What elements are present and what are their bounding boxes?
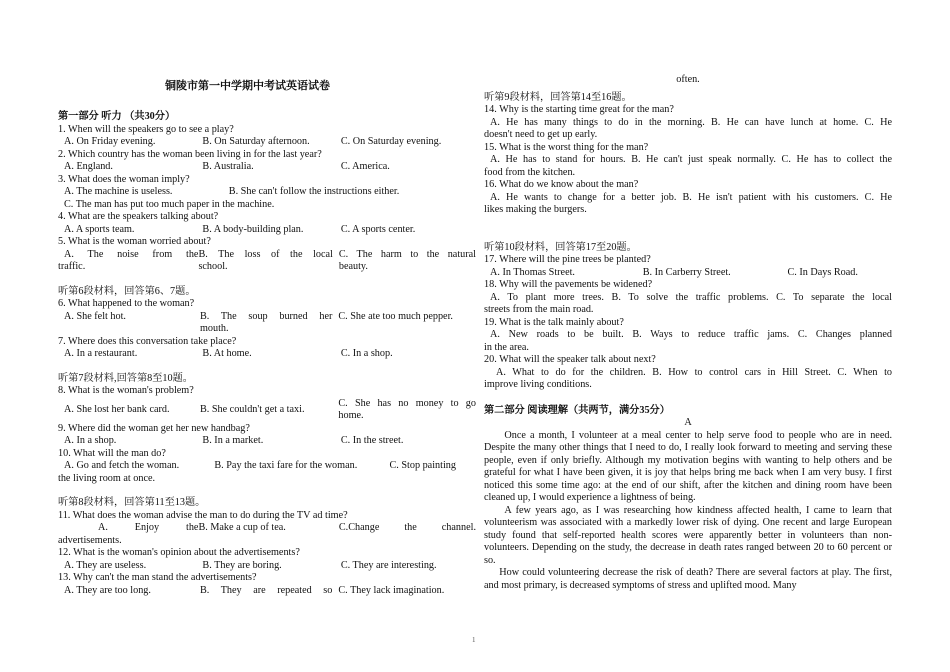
option-b: B. In Carberry Street.	[642, 266, 731, 278]
question-5-options	[58, 249, 476, 274]
option-b: B. Pay the taxi fare for the woman.	[214, 460, 358, 471]
option-b: B. They are repeated so	[199, 584, 333, 596]
question-17: 17. Where will the pine trees be planted?	[484, 254, 651, 265]
question-6: 6. What happened to the woman?	[58, 298, 195, 309]
option-c: C. They lack imagination.	[338, 584, 445, 596]
question-13-option-b-cont: often.	[676, 74, 700, 85]
option-a: A. In a shop.	[64, 435, 117, 446]
question-16-options-cont: likes making the burgers.	[484, 204, 587, 215]
option-a: A. She felt hot.	[64, 310, 126, 322]
option-a: A. The machine is useless.	[64, 186, 173, 197]
option-c: C. In Days Road.	[787, 266, 858, 278]
question-9-options	[58, 435, 476, 448]
material-6-instruction: 听第6段材料，回答第6、7题。	[58, 285, 196, 297]
option-a: A. On Friday evening.	[64, 136, 156, 147]
option-b: B. She can't follow the instructions either.	[228, 186, 400, 197]
option-b-cont: school.	[198, 261, 228, 272]
option-a: A. In Thomas Street.	[490, 266, 575, 278]
option-a-cont: traffic.	[58, 261, 86, 272]
page-number: 1	[472, 636, 476, 644]
question-3: 3. What does the woman imply?	[58, 173, 190, 185]
question-5: 5. What is the woman worried about?	[58, 236, 211, 247]
option-a: A. They are useless.	[64, 559, 147, 571]
option-c: C. On Saturday evening.	[340, 136, 442, 147]
question-9: 9. Where did the woman get her new handbag?	[58, 422, 250, 434]
option-b: B. Make a cup of tea.	[198, 522, 286, 533]
option-c: C.Change the channel.	[338, 522, 476, 533]
option-a-cont: advertisements.	[58, 534, 122, 546]
option-c: C. She ate too much pepper.	[338, 310, 453, 322]
question-19-options: A. New roads to be built. B. Ways to reduce traffic jams. C. Changes planned	[490, 329, 892, 340]
option-a: A. The noise from the	[64, 248, 199, 260]
option-c: C. In a shop.	[340, 348, 393, 359]
option-a: A. Enjoy the	[98, 522, 199, 533]
question-3-options-ab	[58, 186, 476, 199]
option-c: C. They are interesting.	[340, 559, 437, 571]
question-8: 8. What is the woman's problem?	[58, 385, 194, 396]
option-c-cont: beauty.	[338, 261, 368, 272]
question-16: 16. What do we know about the man?	[484, 179, 639, 190]
question-18-options: A. To plant more trees. B. To solve the traffic problems. C. To separate the local	[490, 291, 892, 303]
question-15: 15. What is the worst thing for the man?	[484, 141, 649, 153]
question-2: 2. Which country has the woman been living in for the last year?	[58, 148, 322, 160]
option-b-cont: mouth.	[199, 323, 229, 334]
option-b: B. Australia.	[202, 161, 254, 172]
passage-paragraph-2: A few years ago, as I was researching how kindness affected health, I came to learn that volunteerism was associated with a markedly lower risk of dying. One recent and large European study found that self-reported health scores were apparently better in volunteers than non-volunteers. Depending on the study, the decrease in death rates ranged between 20 to 60 percent or so.	[484, 504, 892, 566]
question-12-options	[58, 560, 476, 573]
material-10-instruction: 听第10段材料，回答第17至20题。	[484, 241, 637, 253]
passage-paragraph-1: Once a month, I volunteer at a meal center to help serve food to people who are in need. Despite the many other things that I need to do, I really look forward to meeting and serving these people, even if only briefly. Although my motivation begins with wanting to help others and be grateful for what I have been given, it is joy that helps bring me back when I am very busy. I first noticed this some time ago: at the end of our shift, after the kitchen and dining room have been cleaned up, I would experience a lightness of being.	[484, 429, 892, 503]
option-b: B. The soup burned her	[199, 310, 333, 322]
question-8-options	[58, 398, 476, 423]
question-1-options	[58, 136, 476, 149]
question-14: 14. Why is the starting time great for the man?	[484, 104, 674, 115]
option-c: C. America.	[340, 161, 390, 172]
question-13: 13. Why can't the man stand the advertisements?	[58, 572, 257, 583]
option-b: B. The loss of the local	[198, 248, 333, 260]
passage-paragraph-3: How could volunteering decrease the risk of death? There are several factors at play. The first, and most primary, is decreased symptoms of stress and uplifted mood. Many	[484, 567, 892, 591]
question-19-options-cont: in the area.	[484, 341, 529, 353]
question-6-options	[58, 311, 476, 336]
question-10: 10. What will the man do?	[58, 447, 166, 459]
passage-label: A	[684, 417, 692, 428]
option-b: B. She couldn't get a taxi.	[199, 403, 305, 415]
question-15-options-cont: food from the kitchen.	[484, 166, 576, 178]
question-11: 11. What does the woman advise the man to do during the TV ad time?	[58, 509, 348, 521]
question-10-options	[58, 460, 476, 473]
option-a: A. England.	[64, 161, 113, 172]
option-a: A. In a restaurant.	[64, 348, 138, 359]
question-17-options	[484, 267, 892, 280]
listening-section-heading: 第一部分 听力 （共30分）	[58, 111, 176, 122]
option-a: A. She lost her bank card.	[64, 403, 170, 415]
option-c: C. The man has put too much paper in the machine.	[64, 198, 275, 210]
question-2-options	[58, 161, 476, 174]
question-20-options: A. What to do for the children. B. How to control cars in Hill Street. C. When to	[496, 366, 892, 378]
material-9-instruction: 听第9段材料，回答第14至16题。	[484, 91, 632, 103]
question-7: 7. Where does this conversation take place?	[58, 335, 237, 347]
option-c-cont: home.	[338, 410, 364, 421]
question-1: 1. When will the speakers go to see a play?	[58, 123, 234, 135]
option-c: C. She has no money to go	[338, 397, 476, 409]
option-a: A. A sports team.	[64, 223, 135, 235]
question-15-options: A. He has to stand for hours. B. He can't just speak normally. C. He has to collect the	[490, 154, 892, 165]
option-a: A. Go and fetch the woman.	[64, 460, 180, 471]
question-16-options: A. He wants to change for a better job. B. He isn't patient with his customers. C. He	[490, 191, 892, 203]
option-b: B. They are boring.	[202, 559, 282, 571]
question-19: 19. What is the talk mainly about?	[484, 316, 624, 328]
option-c: C. Stop painting	[389, 460, 456, 471]
option-b: B. In a market.	[202, 435, 264, 446]
option-c: C. In the street.	[340, 435, 404, 446]
question-13-options	[58, 585, 476, 598]
question-14-options: A. He has many things to do in the morning. B. He can have lunch at home. C. He	[490, 116, 892, 128]
question-4: 4. What are the speakers talking about?	[58, 211, 219, 222]
option-b: B. A body-building plan.	[202, 223, 304, 235]
option-b: B. At home.	[202, 348, 252, 359]
option-c: C. A sports center.	[340, 223, 416, 235]
question-12: 12. What is the woman's opinion about the advertisements?	[58, 547, 300, 558]
option-b: B. On Saturday afternoon.	[202, 136, 310, 147]
option-c-cont: the living room at once.	[58, 472, 156, 484]
document-title: 铜陵市第一中学期中考试英语试卷	[165, 80, 330, 92]
option-a: A. They are too long.	[64, 584, 151, 596]
reading-section-heading: 第二部分 阅读理解（共两节，满分35分）	[484, 404, 670, 416]
question-14-options-cont: doesn't need to get up early.	[484, 129, 598, 140]
option-c: C. The harm to the natural	[338, 248, 476, 260]
material-7-instruction: 听第7段材料,回答第8至10题。	[58, 372, 193, 384]
question-18-options-cont: streets from the main road.	[484, 304, 594, 315]
question-7-options	[58, 348, 476, 361]
question-18: 18. Why will the pavements be widened?	[484, 279, 653, 290]
question-4-options	[58, 224, 476, 237]
question-20: 20. What will the speaker talk about next?	[484, 354, 656, 365]
material-8-instruction: 听第8段材料，回答第11至13题。	[58, 497, 206, 508]
question-11-options	[58, 522, 476, 535]
question-20-options-cont: improve living conditions.	[484, 379, 592, 390]
